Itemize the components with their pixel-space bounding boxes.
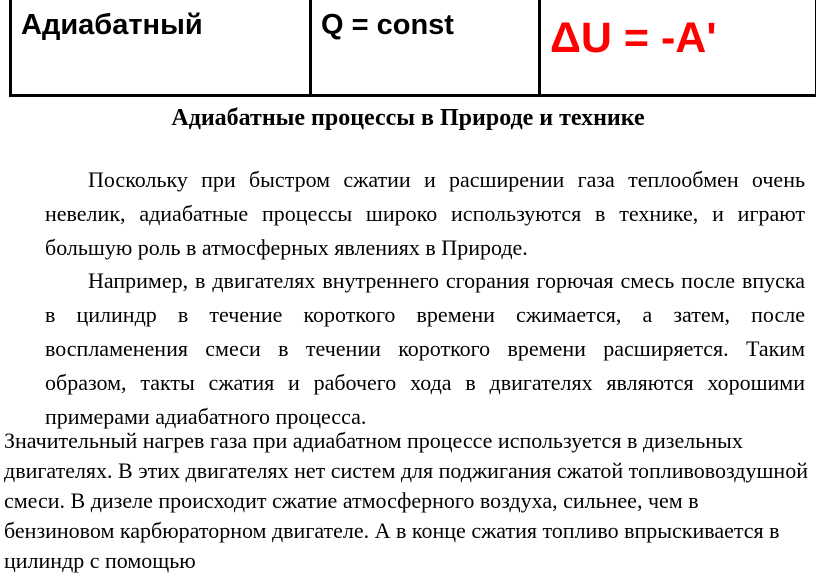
process-condition: Q = const xyxy=(321,9,454,41)
paragraph-3: Значительный нагрев газа при адиабатном процессе используется в дизельных двигателях. В этих двигателях нет систем для поджигания сжатой топливовоздушной смеси. В дизеле происходит сжатие атмосферного воздуха, сильнее, чем в бензиновом карбюраторном двигателе. А в конце сжатия топливо впрыскивается в цилиндр с помощью xyxy=(4,428,808,573)
table-cell-condition xyxy=(309,0,538,94)
process-table xyxy=(9,0,816,97)
process-name: Адиабатный xyxy=(21,9,203,41)
paragraph-2: Например, в двигателях внутреннего сгорания горючая смесь после впуска в цилиндр в течение короткого времени сжимается, а затем, после воспламенения смеси в течении короткого времени расширяется. Таким образом, такты сжатия и рабочего хода в двигателях являются хорошими примерами адиабатного процесса. xyxy=(45,268,805,429)
body-text-continued xyxy=(4,426,810,576)
table-cell-process xyxy=(12,0,309,94)
process-formula: ΔU = -A' xyxy=(550,14,717,62)
body-text xyxy=(45,163,805,433)
section-heading: Адиабатные процессы в Природе и технике xyxy=(171,105,645,131)
paragraph-1: Поскольку при быстром сжатии и расширении газа теплообмен очень невелик, адиабатные процессы широко используются в технике, и играют большую роль в атмосферных явлениях в Природе. xyxy=(45,167,805,260)
table-cell-formula xyxy=(538,0,815,94)
